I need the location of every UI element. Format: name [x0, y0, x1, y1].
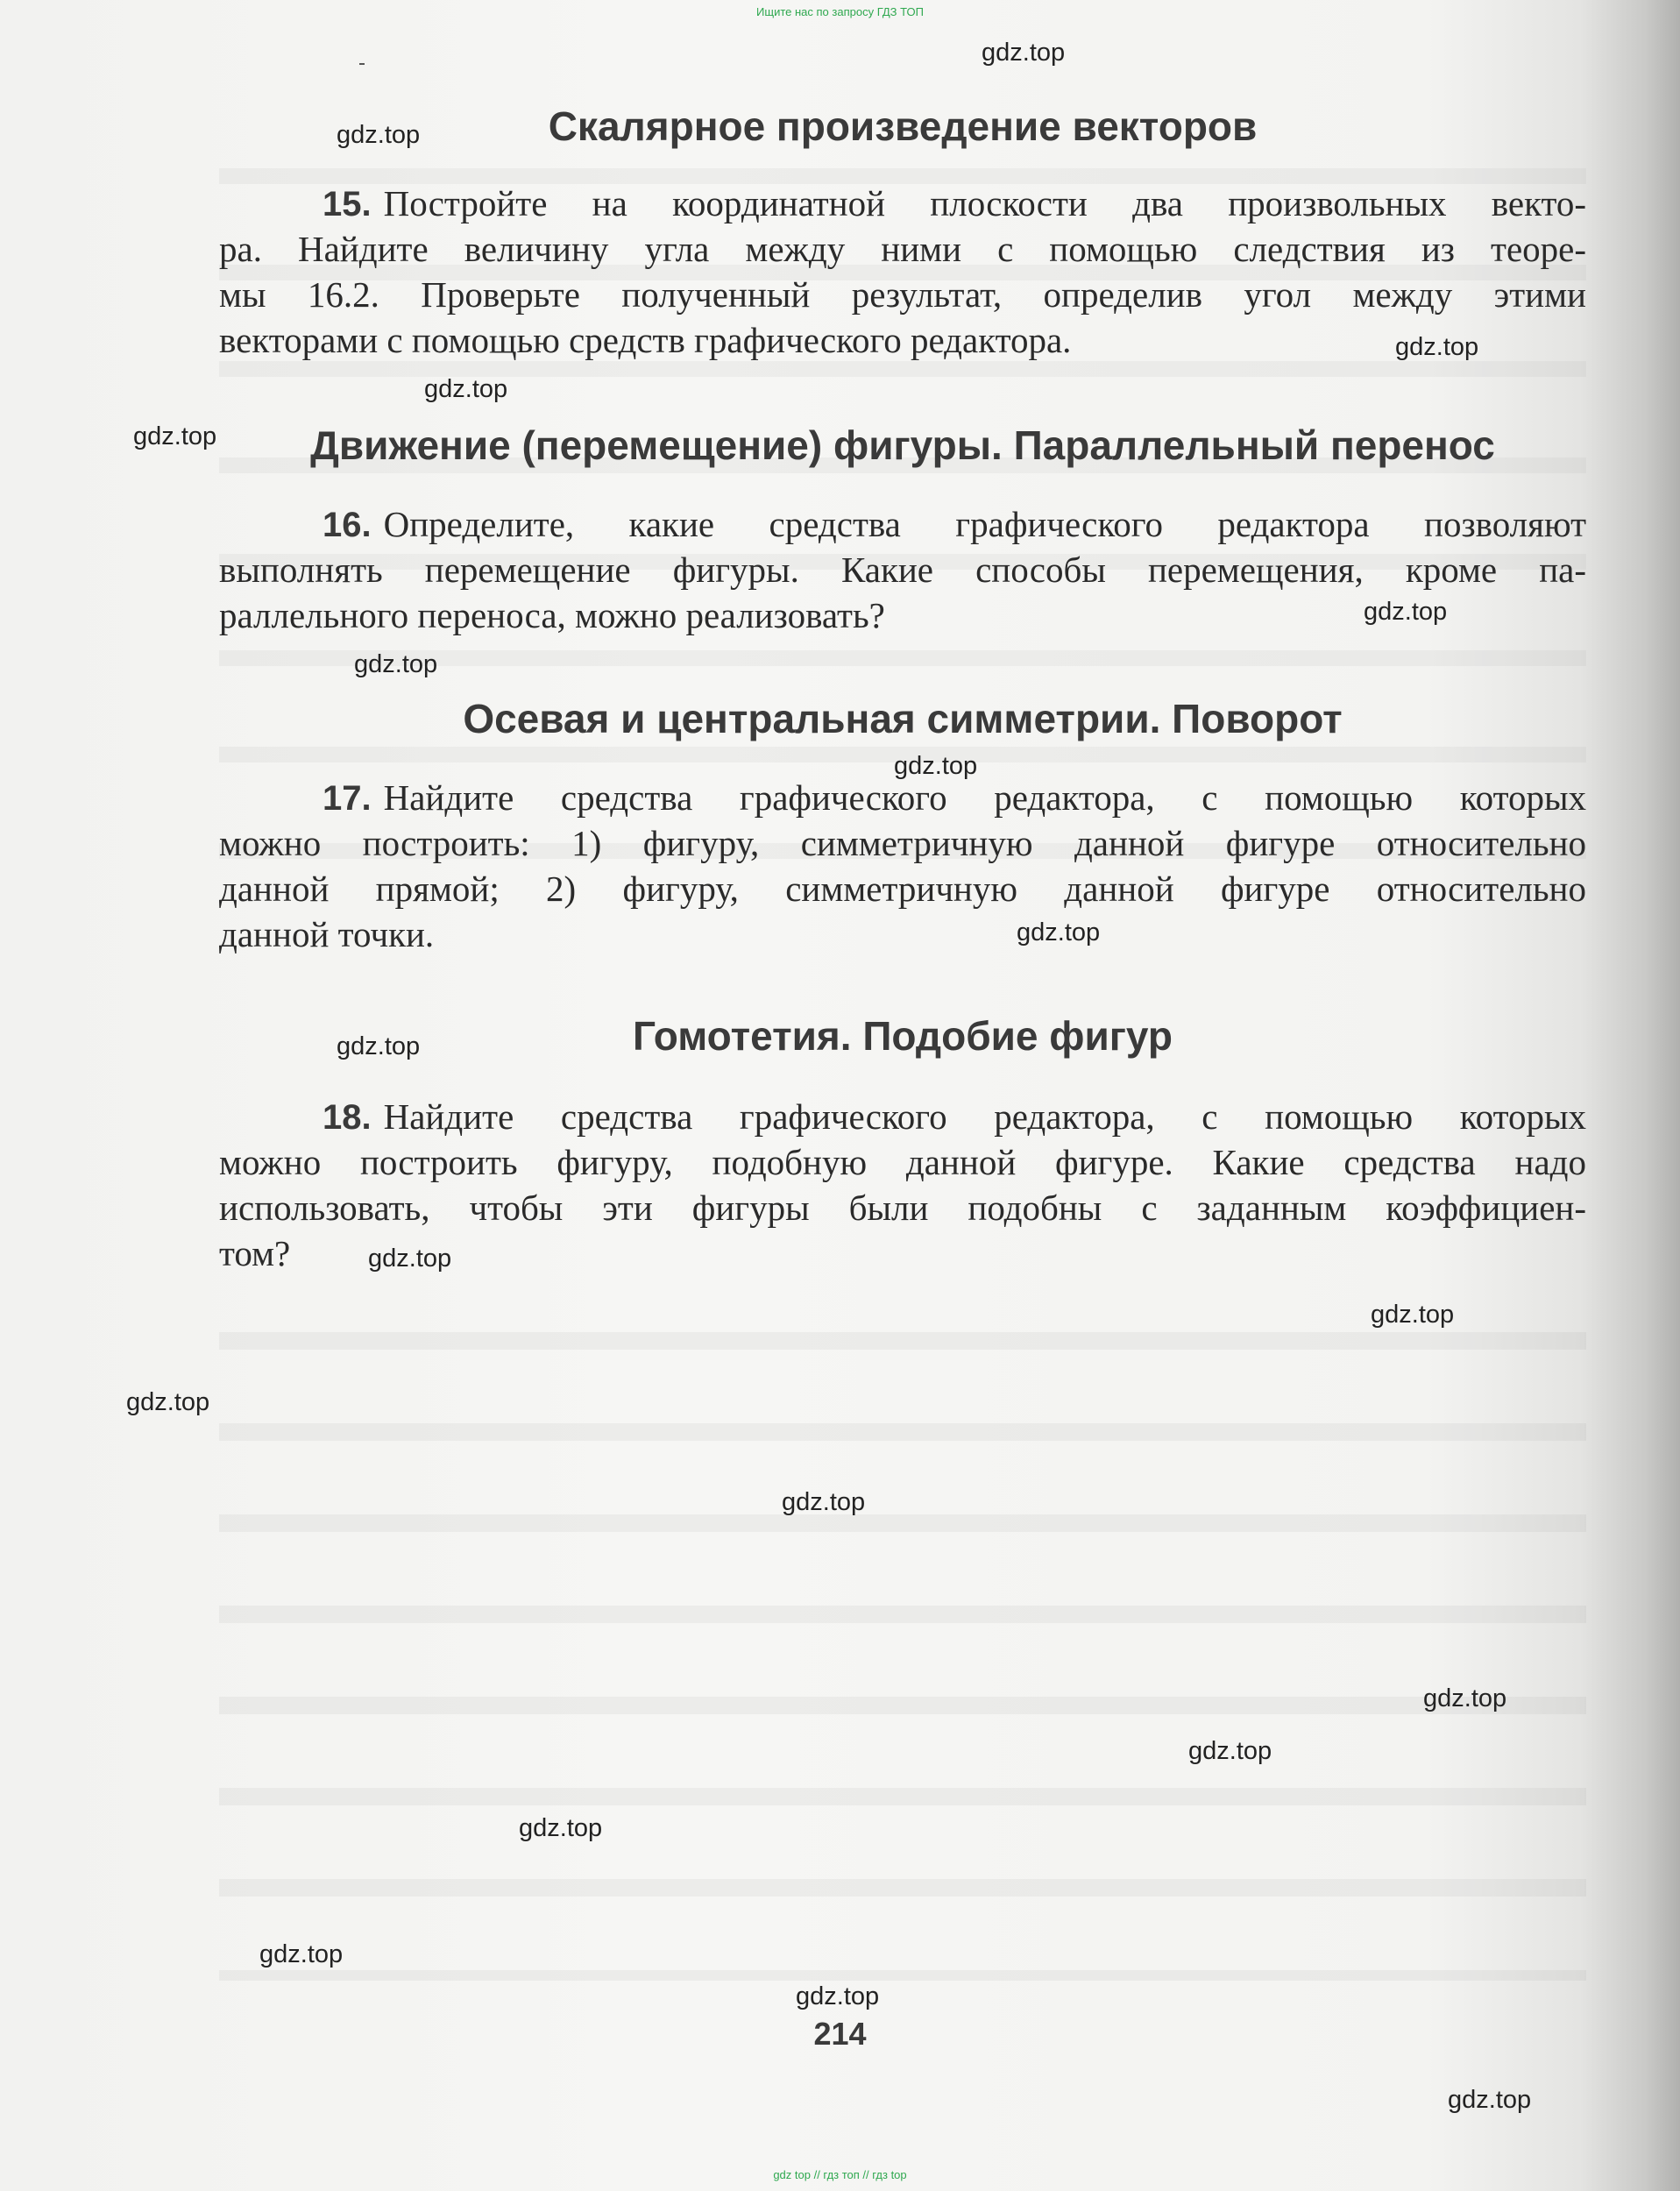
exercise-line: 16. Определите, какие средства графического редактора позволяют: [323, 504, 1586, 544]
exercise-line: мы 16.2. Проверьте полученный результат, определив угол между этими: [219, 274, 1586, 315]
exercise-number: 16.: [323, 506, 372, 544]
exercise-line: использовать, чтобы эти фигуры были подобны с заданным коэффициен-: [219, 1188, 1586, 1228]
watermark: gdz.top: [337, 1032, 421, 1060]
watermark: gdz.top: [133, 422, 217, 450]
exercise-line: можно построить фигуру, подобную данной фигуре. Какие средства надо: [219, 1142, 1586, 1182]
scan-mark: [359, 63, 365, 65]
watermark: gdz.top: [1448, 2086, 1532, 2114]
exercise-line: 18. Найдите средства графического редактора, с помощью которых: [323, 1096, 1586, 1137]
watermark: gdz.top: [259, 1940, 344, 1968]
watermark: gdz.top: [1395, 333, 1479, 361]
bottom-note[interactable]: gdz top // гдз топ // гдз top: [773, 2168, 907, 2181]
watermark: gdz.top: [424, 375, 508, 403]
page-number: 214: [813, 2016, 867, 2052]
exercise-number: 15.: [323, 185, 372, 223]
watermark: gdz.top: [1364, 598, 1448, 626]
watermark: gdz.top: [982, 39, 1066, 67]
watermark: gdz.top: [354, 650, 438, 678]
watermark: gdz.top: [1017, 918, 1101, 947]
exercise-line: выполнять перемещение фигуры. Какие способы перемещения, кроме па-: [219, 550, 1586, 590]
watermark: gdz.top: [126, 1388, 210, 1416]
section-heading-18: Гомотетия. Подобие фигур: [632, 1013, 1173, 1059]
exercise-line: 17. Найдите средства графического редактора, с помощью которых: [323, 777, 1586, 818]
watermark: gdz.top: [368, 1244, 452, 1273]
exercise-line: можно построить: 1) фигуру, симметричную данной фигуре относительно: [219, 823, 1586, 863]
section-heading-16: Движение (перемещение) фигуры. Параллельный перенос: [310, 422, 1495, 468]
watermark: gdz.top: [782, 1488, 866, 1516]
exercise-15: [219, 181, 1586, 363]
exercise-line: том?: [219, 1233, 291, 1273]
watermark: gdz.top: [1188, 1737, 1272, 1765]
exercise-17: [219, 775, 1586, 957]
watermark: gdz.top: [796, 1982, 880, 2010]
exercise-line: ра. Найдите величину угла между ними с помощью следствия из теоре-: [219, 229, 1586, 269]
section-heading-15: Скалярное произведение векторов: [548, 103, 1258, 149]
exercise-number: 18.: [323, 1098, 372, 1137]
watermark: gdz.top: [519, 1814, 603, 1842]
exercise-line: векторами с помощью средств графического редактора.: [219, 320, 1072, 360]
watermark: gdz.top: [1371, 1301, 1455, 1329]
bleed-through-texture-lower: [219, 1297, 1586, 1981]
exercise-line: раллельного переноса, можно реализовать?: [219, 595, 885, 635]
exercise-line: данной прямой; 2) фигуру, симметричную данной фигуре относительно: [219, 869, 1586, 909]
exercise-line: данной точки.: [219, 914, 435, 954]
top-note[interactable]: Ищите нас по запросу ГДЗ ТОП: [756, 5, 924, 18]
watermark: gdz.top: [894, 752, 978, 780]
exercise-line: 15. Постройте на координатной плоскости два произвольных векто-: [323, 183, 1586, 223]
watermark: gdz.top: [337, 121, 421, 149]
section-heading-17: Осевая и центральная симметрии. Поворот: [463, 696, 1343, 741]
exercise-number: 17.: [323, 779, 372, 818]
watermark: gdz.top: [1423, 1684, 1507, 1712]
